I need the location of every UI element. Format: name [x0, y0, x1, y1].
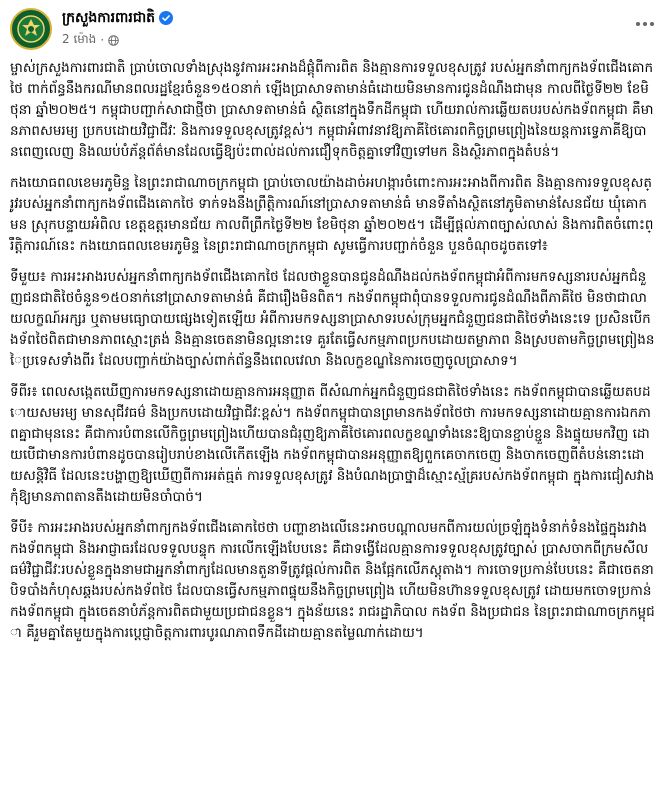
meta-separator: ·	[100, 33, 105, 47]
page-avatar[interactable]	[10, 8, 52, 50]
post-paragraph: ទីពីរ៖ ពេលសង្កេតឃើញការមកទស្សនាដោយគ្មានការអនុញ្ញាត ពីសំណាក់អ្នកជំនួញជនជាតិថៃទាំងនេះ កងទ័ពកម្ពុជាបានឆ្លើយតបដោយសមរម្យ មានសុជីវធម៌ និងប្រកបដោយវិជ្ជាជីវៈខ្ពស់។ កងទ័ពកម្ពុជាបានព្រមានកងទ័ពថៃថា ការមកទស្សនាដោយគ្មានការឯកភាពគ្នាជាមុននេះ គឺជាការបំពានលើកិច្ចព្រមព្រៀងហើយបានជំរុញឱ្យភាគីថៃគោរពលក្ខខណ្ឌទាំងនេះឱ្យបានខ្ជាប់ខ្ជួន និងផ្ទុយមកវិញ ដោយបើជាមានការបំពានដូចបានរៀបរាប់ខាងលើកើតឡើង កងទ័ពកម្ពុជាបានអនុញ្ញាតឱ្យពួកគេចាកចេញ និងចាកចេញពីតំបន់នោះដោយសន្តិវិធី ដែលនេះបង្ហាញឱ្យឃើញពីការអត់ធ្មត់ ការទទួលខុសត្រូវ និងបំណងប្រាថ្នាដ៏ស្មោះស្ម័គ្ររបស់កងទ័ពកម្ពុជា ក្នុងការជៀសវាងកុំឱ្យមានភាពតានតឹងដោយមិនចាំបាច់។	[10, 384, 655, 505]
post-paragraph: ម្ចាស់ក្រសួងការពារជាតិ ប្រាប់ចោលទាំងស្រុងនូវការអះអាងដ៏ផ្តុំពីការពិត និងគ្មានការទទួលខុសត្រូវ របស់អ្នកនាំពាក្យកងទ័ពជើងគោកថៃ ពាក់ព័ន្ធនឹងករណីមានពលរដ្ឋខ្មែរចំនួន១៥០នាក់ ឡើងប្រាសាទតាមាន់ធំដោយមិនមានការជូនដំណឹងជាមុន កាលពីថ្ងៃទី២២ ខែមិថុនា ឆ្នាំ២០២៥។ កម្ពុជាបញ្ជាក់សាជាថ្មីថា ប្រាសាទតាមាន់ធំ ស្ថិតនៅក្នុងទឹកដីកម្ពុជា ហើយរាល់ការឆ្លើយតបរបស់កងទ័ពកម្ពុជា គឺមានភាពសមរម្យ ប្រកបដោយវិជ្ជាជីវៈ និងការទទួលខុសត្រូវខ្ពស់។ កម្ពុជាអំពាវនាវឱ្យភាគីថៃគោរពកិច្ចព្រមព្រៀងនៃយន្តការទ្វេភាគីឱ្យបានពេញលេញ និងឈប់បំភ័ន្តព័ត៌មានដែលធ្វើឱ្យប៉ះពាល់ដល់ការជឿទុកចិត្តគ្នាទៅវិញទៅមក និងស្ថិរភាពក្នុងតំបន់។	[10, 60, 654, 160]
author-block	[62, 9, 173, 27]
more-dot	[650, 22, 654, 26]
globe-icon[interactable]	[108, 35, 119, 46]
author-name[interactable]: ក្រសួងការពារជាតិ	[62, 10, 156, 26]
post-paragraph: ទីបី៖ ការអះអាងរបស់អ្នកនាំពាក្យកងទ័ពជើងគោកថៃថា បញ្ហាខាងលើនេះអាចបណ្តាលមកពីការយល់ច្រឡំក្នុងទំនាក់ទំនងផ្ទៃក្នុងរវាងកងទ័ពកម្ពុជា និងអាជ្ញាធរដែលទទួលបន្ទុក ការលើកឡើងបែបនេះ គឺជាទង្វើដែលគ្មានការទទួលខុសត្រូវច្បាស់ ប្រាសចាកពីក្រមសីលធម៌វិជ្ជាជីវៈរបស់ខ្លួនក្នុងនាមជាអ្នកនាំពាក្យដែលមានតួនាទីត្រូវផ្តល់ការពិត និងផ្អែកលើភស្តុតាង។ ការចោទប្រកាន់បែបនេះ គឺជាចេតនាបិទបាំងកំហុសឆ្គងរបស់កងទ័ពថៃ ដែលបានធ្វើសកម្មភាពផ្ទុយនឹងកិច្ចព្រមព្រៀង ហើយមិនហ៊ានទទួលខុសត្រូវ ដោយមកចោទប្រកាន់កងទ័ពកម្ពុជា ក្នុងចេតនាបំភ័ន្តការពិតជាមួយប្រជាជនខ្លួន។ ក្នុងន័យនេះ រាជរដ្ឋាភិបាល កងទ័ព និងប្រជាជន នៃព្រះរាជាណាចក្រកម្ពុជា គឺរួមគ្នាតែមួយក្នុងការប្តេជ្ញាចិត្តការពារបូរណភាពទឹកដីដោយគ្មានតម្លៃណាក់ដោយ។	[10, 520, 655, 641]
post-paragraph: ទីមួយ៖ ការអះអាងរបស់អ្នកនាំពាក្យកងទ័ពជើងគោកថៃ ដែលថាខ្លួនបានជូនដំណឹងដល់កងទ័ពកម្ពុជាអំពីការមកទស្សនារបស់អ្នកជំនួញជនជាតិថៃចំនួន១៥០នាក់នៅប្រាសាទតាមាន់ធំ គឺជារឿងមិនពិត។ កងទ័ពកម្ពុជាពុំបានទទួលការជូនដំណឹងពីភាគីថៃ មិនថាជាលាយលក្ខណ៍អក្សរ ឬតាមមធ្យោបាយផ្សេងទៀតឡើយ អំពីការមកទស្សនាប្រាសាទរបស់ក្រុមអ្នកជំនួញជនជាតិថៃទាំងនេះទេ ប្រសិនបើកងទ័ពថៃពិតជាមានភាពស្មោះត្រង់ និងគ្មានចេតនាមិនល្អនោះទេ គួរតែធ្វើសកម្មភាពប្រកបដោយតម្លាភាព និងស្របតាមកិច្ចព្រមព្រៀងនៃប្រទេសទាំងពីរ ដែលបញ្ជាក់យ៉ាងច្បាស់ពាក់ព័ន្ធនឹងពេលវេលា និងលក្ខខណ្ឌនៃការចេញចូលប្រាសាទ។	[10, 269, 655, 369]
post-header	[0, 0, 669, 58]
more-options-icon[interactable]	[631, 14, 659, 34]
post-paragraph: កងយោធពលខេមរភូមិន្ទ នៃព្រះរាជាណាចក្រកម្ពុជា ប្រាប់ចោលយ៉ាងដាច់អហង្ការចំពោះការអះអាងពីការពិត និងគ្មានការទទួលខុសត្រូវរបស់អ្នកនាំពាក្យកងទ័ពជើងគោកថៃ ទាក់ទងនឹងព្រឹត្តិការណ៍នៅប្រាសាទតាមាន់ធំ មានទីតាំងស្ថិតនៅភូមិតាមាន់សែនជ័យ ឃុំគោកមន ស្រុកបន្ទាយអំពិល ខេត្តឧត្តរមានជ័យ កាលពីព្រឹកថ្ងៃទី២២ ខែមិថុនា ឆ្នាំ២០២៥។ ដើម្បីផ្តល់ភាពច្បាស់លាស់ និងការពិតចំពោះព្រឹត្តិការណ៍នេះ កងយោធពលខេមរភូមិន្ទ នៃព្រះរាជាណាចក្រកម្ពុជា សូមធ្វើការបញ្ជាក់ចំនួន បួនចំណុចដូចតទៅ៖	[10, 175, 654, 254]
more-dot	[636, 22, 640, 26]
verified-badge-icon	[159, 11, 173, 25]
post-body	[0, 58, 669, 644]
post-meta	[62, 31, 119, 49]
post-timestamp[interactable]: 2 ម៉ោង	[62, 32, 97, 46]
more-dot	[643, 22, 647, 26]
ministry-emblem-icon	[16, 14, 46, 44]
